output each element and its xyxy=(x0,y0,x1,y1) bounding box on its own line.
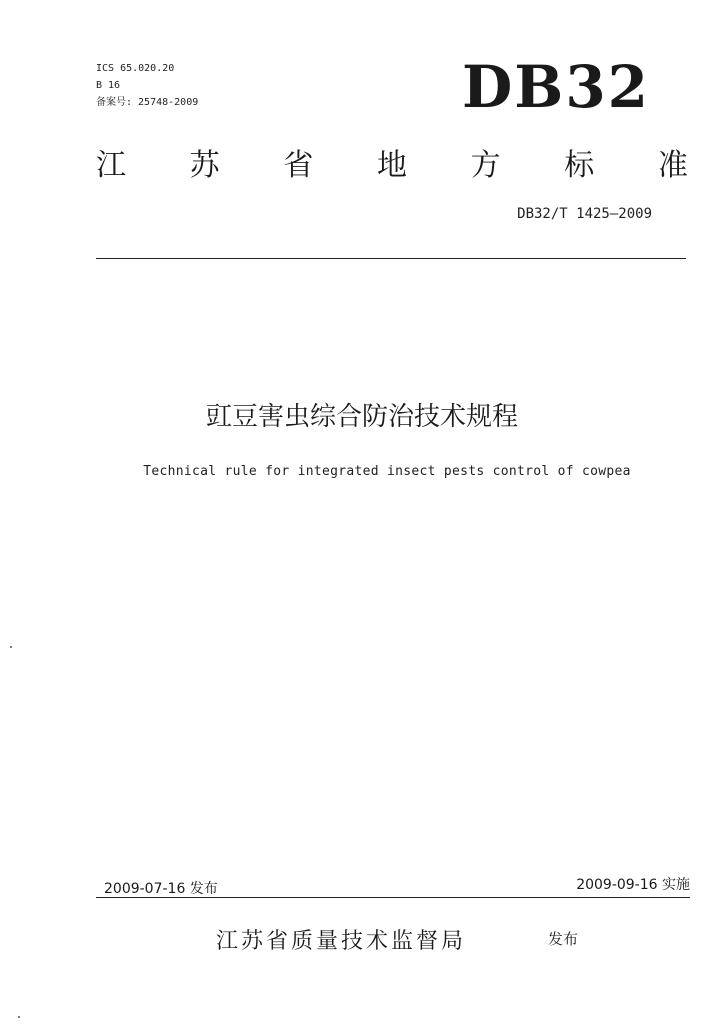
standard-number: DB32/T 1425—2009 xyxy=(517,206,652,222)
heading-char: 准 xyxy=(657,148,688,183)
standard-type-heading xyxy=(96,140,688,184)
implementation-date: 2009-09-16 实施 xyxy=(576,877,690,893)
db32-logo: DB32 xyxy=(462,53,651,121)
heading-char: 苏 xyxy=(189,148,220,183)
bottom-divider xyxy=(96,897,690,898)
issue-date: 2009-07-16 发布 xyxy=(104,881,218,897)
record-number: 备案号: 25748-2009 xyxy=(96,97,199,108)
heading-char: 地 xyxy=(376,148,407,183)
scan-speck xyxy=(18,1016,20,1018)
heading-char: 省 xyxy=(283,148,314,183)
publisher-name: 江苏省质量技术监督局 xyxy=(216,929,467,954)
publisher-suffix: 发布 xyxy=(548,930,579,948)
class-code: B 16 xyxy=(96,80,121,91)
title-chinese: 豇豆害虫综合防治技术规程 xyxy=(205,402,518,432)
classification-block xyxy=(96,60,198,111)
scan-speck xyxy=(10,646,12,648)
top-divider xyxy=(96,258,686,259)
ics-code: ICS 65.020.20 xyxy=(96,63,175,74)
heading-char: 江 xyxy=(96,148,126,183)
heading-char: 方 xyxy=(470,148,501,183)
title-english: Technical rule for integrated insect pests control of cowpea xyxy=(143,464,631,479)
heading-char: 标 xyxy=(564,148,595,183)
